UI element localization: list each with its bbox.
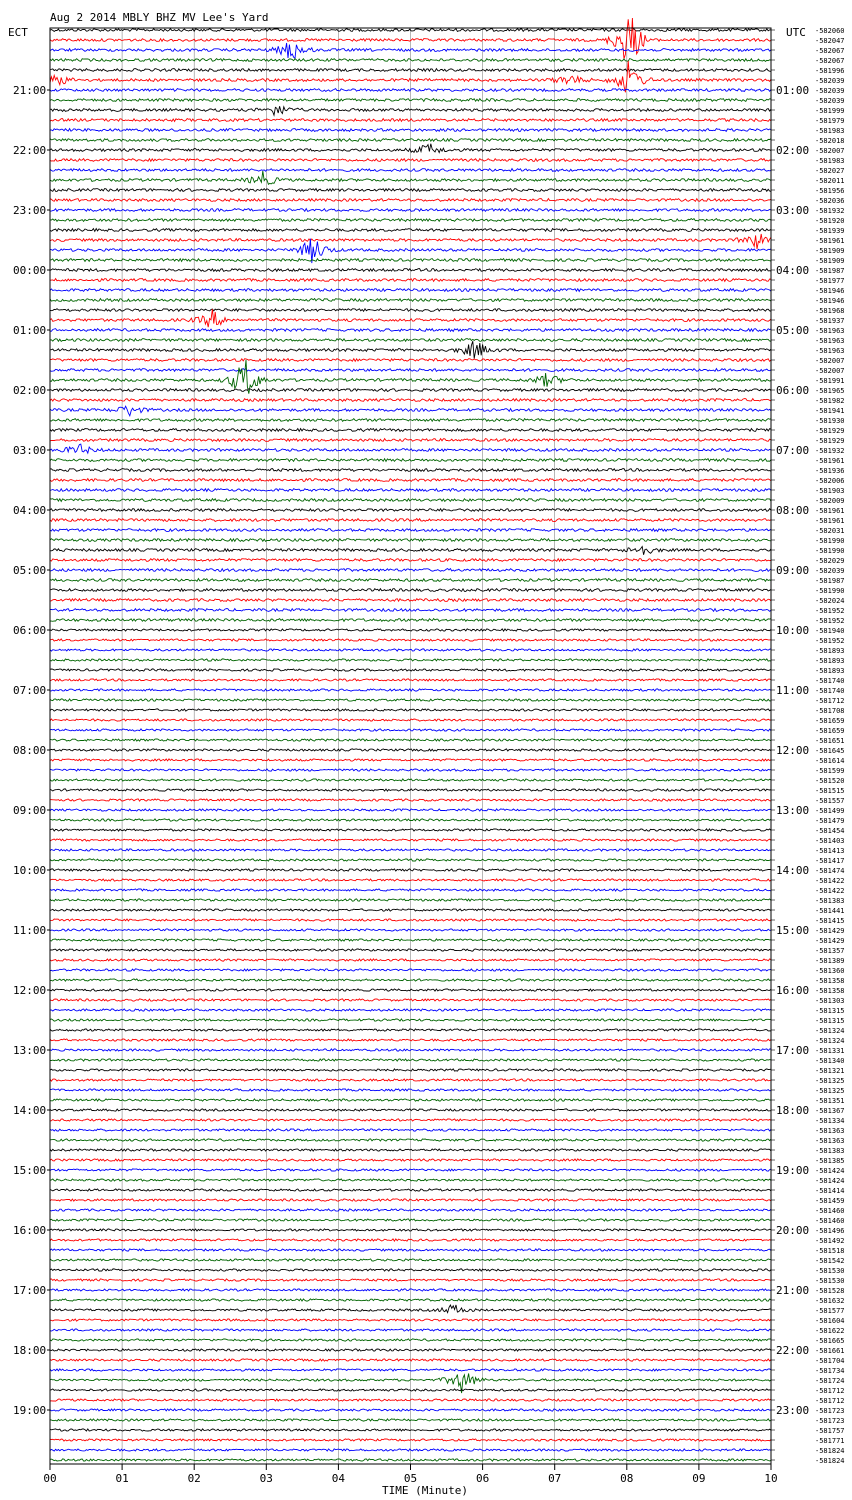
left-hour-label-12: 09:00 <box>13 804 47 817</box>
trace-value-88: -581441 <box>815 907 845 915</box>
x-tick-label-4: 04 <box>331 1472 346 1485</box>
trace-value-120: -581496 <box>815 1227 845 1235</box>
left-hour-label-20: 17:00 <box>13 1284 47 1297</box>
right-hour-label-7: 08:00 <box>776 504 810 517</box>
trace-value-43: -581961 <box>815 457 845 465</box>
trace-value-66: -581740 <box>815 687 845 695</box>
trace-value-96: -581358 <box>815 987 845 995</box>
trace-value-57: -582024 <box>815 597 845 605</box>
left-hour-label-6: 03:00 <box>13 444 47 457</box>
trace-value-136: -581712 <box>815 1387 845 1395</box>
trace-value-15: -582011 <box>815 177 845 185</box>
trace-value-79: -581479 <box>815 817 845 825</box>
right-hour-label-6: 07:00 <box>776 444 810 457</box>
trace-value-128: -581577 <box>815 1307 845 1315</box>
trace-value-11: -582018 <box>815 137 845 145</box>
right-hour-label-15: 16:00 <box>776 984 810 997</box>
trace-value-42: -581932 <box>815 447 845 455</box>
trace-value-72: -581645 <box>815 747 845 755</box>
trace-value-1: -582047 <box>815 37 845 45</box>
trace-value-109: -581334 <box>815 1117 845 1125</box>
trace-value-6: -582039 <box>815 87 845 95</box>
trace-value-87: -581383 <box>815 897 845 905</box>
trace-value-16: -581956 <box>815 187 845 195</box>
left-hour-label-10: 07:00 <box>13 684 47 697</box>
trace-value-131: -581665 <box>815 1337 845 1345</box>
left-hour-label-14: 11:00 <box>13 924 47 937</box>
right-hour-label-9: 10:00 <box>776 624 810 637</box>
trace-value-90: -581429 <box>815 927 845 935</box>
trace-value-137: -581712 <box>815 1397 845 1405</box>
right-hour-label-11: 12:00 <box>776 744 810 757</box>
trace-value-34: -582007 <box>815 367 845 375</box>
trace-value-31: -581963 <box>815 337 845 345</box>
left-hour-label-1: 22:00 <box>13 144 47 157</box>
right-hour-label-10: 11:00 <box>776 684 810 697</box>
trace-value-111: -581363 <box>815 1137 845 1145</box>
trace-value-69: -581659 <box>815 717 845 725</box>
chart-title: Aug 2 2014 MBLY BHZ MV Lee's Yard <box>50 11 269 24</box>
right-hour-label-5: 06:00 <box>776 384 810 397</box>
trace-value-45: -582006 <box>815 477 845 485</box>
x-tick-label-8: 08 <box>620 1472 634 1485</box>
left-hour-label-5: 02:00 <box>13 384 47 397</box>
trace-value-68: -581708 <box>815 707 845 715</box>
trace-value-82: -581413 <box>815 847 845 855</box>
left-hour-label-9: 06:00 <box>13 624 47 637</box>
trace-value-48: -581961 <box>815 507 845 515</box>
x-tick-label-6: 06 <box>475 1472 490 1485</box>
trace-value-106: -581325 <box>815 1087 845 1095</box>
right-hour-label-20: 21:00 <box>776 1284 810 1297</box>
trace-value-119: -581460 <box>815 1217 845 1225</box>
trace-value-113: -581385 <box>815 1157 845 1165</box>
trace-value-20: -581939 <box>815 227 845 235</box>
trace-value-25: -581977 <box>815 277 845 285</box>
trace-value-118: -581460 <box>815 1207 845 1215</box>
trace-value-26: -581946 <box>815 287 845 295</box>
trace-value-61: -581952 <box>815 637 845 645</box>
trace-value-67: -581712 <box>815 697 845 705</box>
trace-value-5: -582039 <box>815 77 845 85</box>
trace-value-36: -581965 <box>815 387 845 395</box>
trace-value-8: -581999 <box>815 107 845 115</box>
trace-value-76: -581515 <box>815 787 845 795</box>
trace-value-139: -581723 <box>815 1417 845 1425</box>
trace-value-138: -581723 <box>815 1407 845 1415</box>
trace-value-53: -582029 <box>815 557 845 565</box>
trace-value-55: -581987 <box>815 577 845 585</box>
x-tick-label-9: 09 <box>692 1472 706 1485</box>
trace-value-38: -581941 <box>815 407 845 415</box>
trace-value-101: -581324 <box>815 1037 845 1045</box>
trace-value-30: -581963 <box>815 327 845 335</box>
trace-value-24: -581987 <box>815 267 845 275</box>
trace-value-21: -581961 <box>815 237 845 245</box>
trace-value-0: -582060 <box>815 27 845 35</box>
trace-value-97: -581303 <box>815 997 845 1005</box>
trace-value-78: -581499 <box>815 807 845 815</box>
right-hour-label-16: 17:00 <box>776 1044 810 1057</box>
trace-value-121: -581492 <box>815 1237 845 1245</box>
trace-value-18: -581932 <box>815 207 845 215</box>
x-tick-label-7: 07 <box>548 1472 562 1485</box>
trace-value-135: -581724 <box>815 1377 845 1385</box>
left-hour-label-22: 19:00 <box>13 1404 47 1417</box>
right-hour-label-13: 14:00 <box>776 864 810 877</box>
right-hour-label-2: 03:00 <box>776 204 810 217</box>
trace-value-129: -581604 <box>815 1317 845 1325</box>
x-axis-label: TIME (Minute) <box>381 1484 469 1497</box>
trace-value-85: -581422 <box>815 877 845 885</box>
trace-value-65: -581740 <box>815 677 845 685</box>
trace-value-50: -582031 <box>815 527 845 535</box>
trace-value-102: -581331 <box>815 1047 845 1055</box>
trace-value-92: -581357 <box>815 947 845 955</box>
trace-value-29: -581937 <box>815 317 845 325</box>
trace-value-77: -581557 <box>815 797 845 805</box>
trace-value-95: -581358 <box>815 977 845 985</box>
trace-value-100: -581324 <box>815 1027 845 1035</box>
trace-value-123: -581542 <box>815 1257 845 1265</box>
left-hour-label-13: 10:00 <box>13 864 47 877</box>
right-hour-label-0: 01:00 <box>776 84 810 97</box>
right-hour-label-22: 23:00 <box>776 1404 810 1417</box>
trace-value-83: -581417 <box>815 857 845 865</box>
trace-value-124: -581530 <box>815 1267 845 1275</box>
x-tick-label-1: 01 <box>115 1472 129 1485</box>
left-hour-label-7: 04:00 <box>13 504 47 517</box>
trace-value-44: -581936 <box>815 467 845 475</box>
trace-value-62: -581893 <box>815 647 845 655</box>
trace-value-3: -582067 <box>815 57 845 65</box>
trace-value-10: -581983 <box>815 127 845 135</box>
trace-value-80: -581454 <box>815 827 845 835</box>
left-hour-label-16: 13:00 <box>13 1044 47 1057</box>
trace-value-115: -581424 <box>815 1177 845 1185</box>
trace-value-51: -581990 <box>815 537 845 545</box>
trace-value-13: -581983 <box>815 157 845 165</box>
trace-value-64: -581893 <box>815 667 845 675</box>
trace-value-142: -581824 <box>815 1447 845 1455</box>
left-hour-label-2: 23:00 <box>13 204 47 217</box>
right-hour-label-3: 04:00 <box>776 264 810 277</box>
trace-value-7: -582039 <box>815 97 845 105</box>
trace-value-89: -581415 <box>815 917 845 925</box>
x-tick-label-0: 00 <box>43 1472 57 1485</box>
trace-value-37: -581982 <box>815 397 845 405</box>
trace-value-22: -581909 <box>815 247 845 255</box>
trace-value-108: -581367 <box>815 1107 845 1115</box>
trace-value-41: -581929 <box>815 437 845 445</box>
left-hour-label-17: 14:00 <box>13 1104 47 1117</box>
left-hour-label-18: 15:00 <box>13 1164 47 1177</box>
x-tick-label-2: 02 <box>187 1472 201 1485</box>
trace-value-93: -581389 <box>815 957 845 965</box>
right-hour-label-8: 09:00 <box>776 564 810 577</box>
x-tick-label-5: 05 <box>403 1472 418 1485</box>
trace-value-52: -581990 <box>815 547 845 555</box>
trace-value-91: -581429 <box>815 937 845 945</box>
trace-value-70: -581659 <box>815 727 845 735</box>
trace-value-126: -581528 <box>815 1287 845 1295</box>
trace-value-107: -581351 <box>815 1097 845 1105</box>
right-hour-label-21: 22:00 <box>776 1344 810 1357</box>
trace-value-74: -581599 <box>815 767 845 775</box>
trace-value-84: -581474 <box>815 867 845 875</box>
trace-value-99: -581315 <box>815 1017 845 1025</box>
right-hour-label-17: 18:00 <box>776 1104 810 1117</box>
trace-value-75: -581520 <box>815 777 845 785</box>
trace-value-56: -581990 <box>815 587 845 595</box>
trace-value-122: -581518 <box>815 1247 845 1255</box>
trace-value-81: -581403 <box>815 837 845 845</box>
trace-value-12: -582007 <box>815 147 845 155</box>
right-hour-label-4: 05:00 <box>776 324 810 337</box>
left-hour-label-8: 05:00 <box>13 564 47 577</box>
trace-value-104: -581321 <box>815 1067 845 1075</box>
trace-value-110: -581363 <box>815 1127 845 1135</box>
trace-value-2: -582067 <box>815 47 845 55</box>
trace-value-105: -581325 <box>815 1077 845 1085</box>
left-hour-label-15: 12:00 <box>13 984 47 997</box>
trace-value-40: -581929 <box>815 427 845 435</box>
trace-value-86: -581422 <box>815 887 845 895</box>
trace-value-49: -581961 <box>815 517 845 525</box>
trace-value-46: -581903 <box>815 487 845 495</box>
trace-value-114: -581424 <box>815 1167 845 1175</box>
trace-value-58: -581952 <box>815 607 845 615</box>
left-hour-label-19: 16:00 <box>13 1224 47 1237</box>
trace-value-19: -581920 <box>815 217 845 225</box>
trace-value-133: -581704 <box>815 1357 845 1365</box>
trace-value-73: -581614 <box>815 757 845 765</box>
trace-value-32: -581963 <box>815 347 845 355</box>
trace-value-140: -581757 <box>815 1427 845 1435</box>
left-hour-label-0: 21:00 <box>13 84 47 97</box>
trace-value-94: -581360 <box>815 967 845 975</box>
trace-value-59: -581952 <box>815 617 845 625</box>
trace-value-17: -582036 <box>815 197 845 205</box>
trace-value-9: -581979 <box>815 117 845 125</box>
left-hour-label-3: 00:00 <box>13 264 47 277</box>
trace-value-71: -581651 <box>815 737 845 745</box>
left-hour-label-11: 08:00 <box>13 744 47 757</box>
trace-value-23: -581909 <box>815 257 845 265</box>
trace-value-14: -582027 <box>815 167 845 175</box>
trace-value-98: -581315 <box>815 1007 845 1015</box>
x-tick-label-3: 03 <box>259 1472 273 1485</box>
trace-value-125: -581530 <box>815 1277 845 1285</box>
trace-value-103: -581340 <box>815 1057 845 1065</box>
trace-value-54: -582039 <box>815 567 845 575</box>
right-hour-label-18: 19:00 <box>776 1164 810 1177</box>
trace-value-27: -581946 <box>815 297 845 305</box>
right-hour-label-14: 15:00 <box>776 924 810 937</box>
trace-value-143: -581824 <box>815 1457 845 1465</box>
trace-value-132: -581661 <box>815 1347 845 1355</box>
left-hour-label-4: 01:00 <box>13 324 47 337</box>
trace-value-47: -582009 <box>815 497 845 505</box>
trace-value-28: -581968 <box>815 307 845 315</box>
trace-value-39: -581930 <box>815 417 845 425</box>
x-tick-label-10: 10 <box>764 1472 778 1485</box>
trace-value-116: -581414 <box>815 1187 845 1195</box>
trace-value-130: -581622 <box>815 1327 845 1335</box>
right-hour-label-1: 02:00 <box>776 144 810 157</box>
trace-value-63: -581893 <box>815 657 845 665</box>
trace-value-127: -581632 <box>815 1297 845 1305</box>
trace-value-4: -581996 <box>815 67 845 75</box>
trace-value-112: -581383 <box>815 1147 845 1155</box>
right-hour-label-12: 13:00 <box>776 804 810 817</box>
trace-value-33: -582007 <box>815 357 845 365</box>
right-hour-label-19: 20:00 <box>776 1224 810 1237</box>
trace-value-117: -581459 <box>815 1197 845 1205</box>
trace-value-134: -581734 <box>815 1367 845 1375</box>
trace-value-35: -581991 <box>815 377 845 385</box>
left-hour-label-21: 18:00 <box>13 1344 47 1357</box>
left-axis-label: ECT <box>8 26 28 39</box>
right-axis-label: UTC <box>786 26 806 39</box>
trace-value-141: -581771 <box>815 1437 845 1445</box>
trace-value-60: -581940 <box>815 627 845 635</box>
